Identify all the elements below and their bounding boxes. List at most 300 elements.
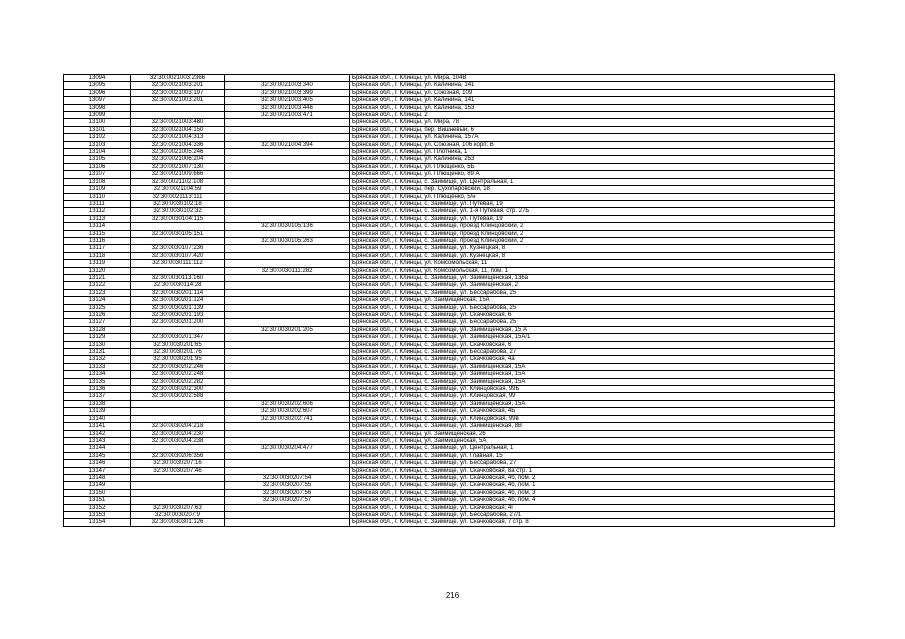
table-row: [64, 156, 835, 163]
cadastral-number-cell: 32:30:0030201:95: [131, 356, 225, 363]
table-row: [64, 467, 835, 474]
cadastral-number-cell: 32:30:0030204:238: [131, 437, 225, 444]
related-cadastral-number-cell: [225, 75, 350, 82]
row-number-cell: 13132: [64, 356, 131, 363]
address-cell: Брянская обл., г. Клинцы, ул. Займищенская, 26: [350, 430, 835, 437]
cadastral-number-cell: 32:30:0030202:248: [131, 371, 225, 378]
related-cadastral-number-cell: [225, 467, 350, 474]
row-number-cell: 13144: [64, 445, 131, 452]
row-number-cell: 13103: [64, 141, 131, 148]
table-row: [64, 178, 835, 185]
related-cadastral-number-cell: [225, 334, 350, 341]
address-cell: Брянская обл., г. Клинцы, с. Займище, ул. Скачковская, 6: [350, 312, 835, 319]
table-row: [64, 223, 835, 230]
cadastral-number-cell: 32:30:0030207:46: [131, 467, 225, 474]
address-cell: Брянская обл., г. Клинцы, с. Займище, ул. Бессарабова, 25: [350, 319, 835, 326]
cadastral-number-cell: [131, 112, 225, 119]
table-row: [64, 519, 835, 526]
row-number-cell: 13139: [64, 408, 131, 415]
related-cadastral-number-cell: [225, 260, 350, 267]
row-number-cell: 13127: [64, 319, 131, 326]
cadastral-number-cell: 32:30:0030207:16: [131, 460, 225, 467]
table-row: [64, 245, 835, 252]
related-cadastral-number-cell: 32:30:0030204:477: [225, 445, 350, 452]
address-cell: Брянская обл., г. Клинцы, с. Займище, ул. Путевая, 19: [350, 200, 835, 207]
row-number-cell: 13154: [64, 519, 131, 526]
row-number-cell: 13150: [64, 489, 131, 496]
related-cadastral-number-cell: [225, 386, 350, 393]
table-row: [64, 386, 835, 393]
cadastral-number-cell: 32:30:0021004:150: [131, 126, 225, 133]
cadastral-number-cell: [131, 408, 225, 415]
related-cadastral-number-cell: [225, 452, 350, 459]
address-cell: Брянская обл., г. Клинцы, ул. Плющенко, 5/н: [350, 193, 835, 200]
table-row: [64, 274, 835, 281]
related-cadastral-number-cell: 32:30:0021004:394: [225, 141, 350, 148]
address-cell: Брянская обл., г. Клинцы, ул. Займищенская, 5А: [350, 437, 835, 444]
row-number-cell: 13131: [64, 349, 131, 356]
table-row: [64, 312, 835, 319]
related-cadastral-number-cell: [225, 297, 350, 304]
table-row: [64, 415, 835, 422]
row-number-cell: 13133: [64, 363, 131, 370]
related-cadastral-number-cell: [225, 274, 350, 281]
cadastral-table: [63, 74, 835, 527]
address-cell: Брянская обл., г. Клинцы, с. Займище, ул. Займищенская, 15А: [350, 378, 835, 385]
address-cell: Брянская обл., г. Клинцы, с. Займище, ул. Клинцовская, 99Б: [350, 386, 835, 393]
cadastral-number-cell: 32:30:0030104:115: [131, 215, 225, 222]
related-cadastral-number-cell: [225, 200, 350, 207]
table-row: [64, 349, 835, 356]
cadastral-number-cell: 32:30:0021003:197: [131, 89, 225, 96]
related-cadastral-number-cell: 32:30:0030207:54: [225, 474, 350, 481]
row-number-cell: 13094: [64, 75, 131, 82]
row-number-cell: 13140: [64, 415, 131, 422]
address-cell: Брянская обл., г. Клинцы, с. Займище, проезд Клинцовский, 2: [350, 230, 835, 237]
cadastral-number-cell: [131, 415, 225, 422]
related-cadastral-number-cell: [225, 149, 350, 156]
cadastral-number-cell: 32:30:0030204:218: [131, 423, 225, 430]
row-number-cell: 13137: [64, 393, 131, 400]
row-number-cell: 13119: [64, 260, 131, 267]
cadastral-number-cell: 32:30:0021003:2366: [131, 75, 225, 82]
cadastral-number-cell: 32:30:0021003:201: [131, 97, 225, 104]
related-cadastral-number-cell: [225, 156, 350, 163]
address-cell: Брянская обл., г. Клинцы, с. Займище, ул. Займищенская, 15А: [350, 400, 835, 407]
related-cadastral-number-cell: [225, 171, 350, 178]
address-cell: Брянская обл., г. Клинцы, 2: [350, 112, 835, 119]
related-cadastral-number-cell: [225, 215, 350, 222]
table-row: [64, 378, 835, 385]
address-cell: Брянская обл., г. Клинцы, с. Займище, ул. Скачковская, 6: [350, 341, 835, 348]
address-cell: Брянская обл., г. Клинцы, с. Займище, ул. Займищенская, 136а: [350, 274, 835, 281]
address-cell: Брянская обл., г. Клинцы, ул. Калинина, 141: [350, 97, 835, 104]
table-row: [64, 297, 835, 304]
related-cadastral-number-cell: 32:30:0030105:136: [225, 223, 350, 230]
row-number-cell: 13116: [64, 237, 131, 244]
related-cadastral-number-cell: [225, 230, 350, 237]
cadastral-number-cell: [131, 474, 225, 481]
related-cadastral-number-cell: [225, 504, 350, 511]
related-cadastral-number-cell: [225, 430, 350, 437]
related-cadastral-number-cell: [225, 437, 350, 444]
row-number-cell: 13101: [64, 126, 131, 133]
related-cadastral-number-cell: [225, 193, 350, 200]
address-cell: Брянская обл., г. Клинцы, с. Займище, ул. Займищенская, 2: [350, 282, 835, 289]
address-cell: Брянская обл., г. Клинцы, с. Займище, ул. Центральная, 1: [350, 178, 835, 185]
address-cell: Брянская обл., г. Клинцы, с. Займище, ул. Займищенская, 15А: [350, 363, 835, 370]
cadastral-number-cell: 32:30:0030202:300: [131, 386, 225, 393]
row-number-cell: 13138: [64, 400, 131, 407]
address-cell: Брянская обл., г. Клинцы, с. Займище, ул. Займищенская, 8В: [350, 423, 835, 430]
cadastral-number-cell: 32:30:0030201:200: [131, 319, 225, 326]
address-cell: Брянская обл., г. Клинцы, с. Займище, ул. Главная, 15: [350, 452, 835, 459]
cadastral-number-cell: [131, 267, 225, 274]
row-number-cell: 13100: [64, 119, 131, 126]
row-number-cell: 13141: [64, 423, 131, 430]
cadastral-number-cell: 32:30:0030201:76: [131, 349, 225, 356]
row-number-cell: 13153: [64, 511, 131, 518]
row-number-cell: 13135: [64, 378, 131, 385]
table-row: [64, 497, 835, 504]
cadastral-number-cell: [131, 497, 225, 504]
address-cell: Брянская обл., г. Клинцы, ул. Комсомольская, 11, пом. 1: [350, 267, 835, 274]
table-row: [64, 112, 835, 119]
table-row: [64, 430, 835, 437]
row-number-cell: 13096: [64, 89, 131, 96]
cadastral-number-cell: 32:30:0030206:356: [131, 452, 225, 459]
row-number-cell: 13145: [64, 452, 131, 459]
cadastral-number-cell: 32:30:0021004:336: [131, 141, 225, 148]
row-number-cell: 13095: [64, 82, 131, 89]
table-row: [64, 82, 835, 89]
address-cell: Брянская обл., г. Клинцы, с. Займище, ул. Скачковская, 4б, пом. 3: [350, 489, 835, 496]
cadastral-number-cell: 32:30:0030113:160: [131, 274, 225, 281]
row-number-cell: 13097: [64, 97, 131, 104]
cadastral-number-cell: [131, 326, 225, 333]
table-row: [64, 400, 835, 407]
address-cell: Брянская обл., г. Клинцы, ул. Союзная, 109: [350, 89, 835, 96]
related-cadastral-number-cell: [225, 371, 350, 378]
table-row: [64, 200, 835, 207]
table-row: [64, 97, 835, 104]
row-number-cell: 13106: [64, 163, 131, 170]
row-number-cell: 13107: [64, 171, 131, 178]
related-cadastral-number-cell: 32:30:0030202:741: [225, 415, 350, 422]
table-row: [64, 104, 835, 111]
cadastral-number-cell: [131, 482, 225, 489]
cadastral-number-cell: [131, 489, 225, 496]
row-number-cell: 13129: [64, 334, 131, 341]
cadastral-number-cell: 32:30:0030102:32: [131, 208, 225, 215]
row-number-cell: 13099: [64, 112, 131, 119]
row-number-cell: 13125: [64, 304, 131, 311]
cadastral-number-cell: 32:30:0021006:204: [131, 156, 225, 163]
row-number-cell: 13134: [64, 371, 131, 378]
table-row: [64, 423, 835, 430]
table-row: [64, 460, 835, 467]
cadastral-number-cell: 32:30:0030301:126: [131, 519, 225, 526]
address-cell: Брянская обл., г. Клинцы, с. Займище, ул. Бессарабова, 25: [350, 304, 835, 311]
table-row: [64, 452, 835, 459]
table-row: [64, 341, 835, 348]
cadastral-number-cell: [131, 104, 225, 111]
related-cadastral-number-cell: 32:30:0030111:282: [225, 267, 350, 274]
address-cell: Брянская обл., г. Клинцы, с. Займище, ул. Бессарабова, 27: [350, 349, 835, 356]
related-cadastral-number-cell: 32:30:0030202:607: [225, 408, 350, 415]
table-row: [64, 474, 835, 481]
cadastral-number-cell: 32:30:0021004:313: [131, 134, 225, 141]
cadastral-number-cell: 32:30:0021005:246: [131, 149, 225, 156]
related-cadastral-number-cell: 32:30:0030201:205: [225, 326, 350, 333]
table-row: [64, 319, 835, 326]
table-row: [64, 237, 835, 244]
cadastral-number-cell: 32:30:0021007:130: [131, 163, 225, 170]
related-cadastral-number-cell: [225, 178, 350, 185]
row-number-cell: 13115: [64, 230, 131, 237]
cadastral-number-cell: 32:30:0021009:666: [131, 171, 225, 178]
row-number-cell: 13120: [64, 267, 131, 274]
table-row: [64, 408, 835, 415]
row-number-cell: 13136: [64, 386, 131, 393]
related-cadastral-number-cell: 32:30:0021003:405: [225, 97, 350, 104]
related-cadastral-number-cell: 32:30:0030207:56: [225, 489, 350, 496]
address-cell: Брянская обл., г. Клинцы, с. Займище, ул. Путевая, 19: [350, 215, 835, 222]
table-row: [64, 489, 835, 496]
row-number-cell: 13118: [64, 252, 131, 259]
row-number-cell: 13147: [64, 467, 131, 474]
table-row: [64, 371, 835, 378]
table-row: [64, 334, 835, 341]
related-cadastral-number-cell: [225, 304, 350, 311]
table-body: [64, 75, 835, 527]
address-cell: Брянская обл., г. Клинцы, с. Займище, проезд Клинцовский, 2: [350, 237, 835, 244]
related-cadastral-number-cell: 32:30:0021003:399: [225, 89, 350, 96]
cadastral-number-cell: 32:30:0030201:114: [131, 289, 225, 296]
row-number-cell: 13121: [64, 274, 131, 281]
related-cadastral-number-cell: [225, 282, 350, 289]
address-cell: Брянская обл., г. Клинцы, с. Займище, ул. Скачковская, 4Б: [350, 408, 835, 415]
table-row: [64, 356, 835, 363]
cadastral-number-cell: 32:30:0030202:282: [131, 378, 225, 385]
table-row: [64, 363, 835, 370]
row-number-cell: 13113: [64, 215, 131, 222]
row-number-cell: 13126: [64, 312, 131, 319]
address-cell: Брянская обл., г. Клинцы, пер. Сухопаровский, 18: [350, 186, 835, 193]
address-cell: Брянская обл., г. Клинцы, ул. Калинина, 157А: [350, 134, 835, 141]
table-row: [64, 230, 835, 237]
address-cell: Брянская обл., г. Клинцы, с. Займище, ул. Скачковская, 4б, пом. 2: [350, 474, 835, 481]
row-number-cell: 13146: [64, 460, 131, 467]
related-cadastral-number-cell: 32:30:0021003:446: [225, 104, 350, 111]
table-row: [64, 267, 835, 274]
table-row: [64, 504, 835, 511]
table-row: [64, 326, 835, 333]
related-cadastral-number-cell: [225, 341, 350, 348]
address-cell: Брянская обл., г. Клинцы, ул. Комсомольская, 11: [350, 260, 835, 267]
cadastral-number-cell: 32:30:0030107:420: [131, 252, 225, 259]
address-cell: Брянская обл., г. Клинцы, с. Займище, ул. Кузнецкая, 8: [350, 252, 835, 259]
address-cell: Брянская обл., г. Клинцы, ул. Плющенко, 5Б: [350, 163, 835, 170]
address-cell: Брянская обл., г. Клинцы, с. Займище, ул. Клинцовская, 99в: [350, 415, 835, 422]
row-number-cell: 13152: [64, 504, 131, 511]
related-cadastral-number-cell: 32:30:0030105:263: [225, 237, 350, 244]
row-number-cell: 13123: [64, 289, 131, 296]
related-cadastral-number-cell: [225, 208, 350, 215]
related-cadastral-number-cell: [225, 349, 350, 356]
cadastral-number-cell: [131, 237, 225, 244]
cadastral-number-cell: [131, 445, 225, 452]
row-number-cell: 13149: [64, 482, 131, 489]
row-number-cell: 13105: [64, 156, 131, 163]
address-cell: Брянская обл., г. Клинцы, с. Займище, ул. Скачковская, 4б, пом. 4: [350, 497, 835, 504]
table-row: [64, 304, 835, 311]
row-number-cell: 13104: [64, 149, 131, 156]
address-cell: Брянская обл., г. Клинцы, с. Займище, ул. Клинцовская, 99: [350, 393, 835, 400]
table-row: [64, 215, 835, 222]
row-number-cell: 13130: [64, 341, 131, 348]
address-cell: Брянская обл., г. Клинцы, пер. Вишневый, 6: [350, 126, 835, 133]
row-number-cell: 13098: [64, 104, 131, 111]
address-cell: Брянская обл., г. Клинцы, ул. Союзная, 106 корп. В: [350, 141, 835, 148]
table-row: [64, 252, 835, 259]
cadastral-number-cell: 32:30:0030201:193: [131, 312, 225, 319]
address-cell: Брянская обл., г. Клинцы, с. Займище, проезд Клинцовский, 2: [350, 223, 835, 230]
related-cadastral-number-cell: [225, 163, 350, 170]
table-row: [64, 511, 835, 518]
table-row: [64, 75, 835, 82]
cadastral-number-cell: 32:30:0030105:151: [131, 230, 225, 237]
cadastral-number-cell: 32:30:0021003:201: [131, 82, 225, 89]
row-number-cell: 13110: [64, 193, 131, 200]
address-cell: Брянская обл., г. Клинцы, ул. Займищенская, 15А: [350, 297, 835, 304]
related-cadastral-number-cell: [225, 186, 350, 193]
cadastral-number-cell: 32:30:0030207:9: [131, 511, 225, 518]
row-number-cell: 13122: [64, 282, 131, 289]
related-cadastral-number-cell: [225, 289, 350, 296]
table-row: [64, 89, 835, 96]
cadastral-number-cell: 32:30:0030201:347: [131, 334, 225, 341]
row-number-cell: 13102: [64, 134, 131, 141]
related-cadastral-number-cell: [225, 511, 350, 518]
address-cell: Брянская обл., г. Клинцы, с. Займище, ул. Скачковская, 4а: [350, 356, 835, 363]
row-number-cell: 13112: [64, 208, 131, 215]
related-cadastral-number-cell: [225, 312, 350, 319]
related-cadastral-number-cell: [225, 319, 350, 326]
row-number-cell: 13114: [64, 223, 131, 230]
related-cadastral-number-cell: [225, 356, 350, 363]
address-cell: Брянская обл., г. Клинцы, ул. Мира, 78: [350, 119, 835, 126]
row-number-cell: 13108: [64, 178, 131, 185]
table-row: [64, 141, 835, 148]
table-row: [64, 126, 835, 133]
address-cell: Брянская обл., г. Клинцы, ул. Мира, 104В: [350, 75, 835, 82]
cadastral-number-cell: 32:30:0021113:111: [131, 193, 225, 200]
cadastral-number-cell: 32:30:0030111:112: [131, 260, 225, 267]
address-cell: Брянская обл., г. Клинцы, с. Займище, ул. Скачковская, 4б, пом. 1: [350, 482, 835, 489]
cadastral-number-cell: 32:30:0030202:246: [131, 363, 225, 370]
table-row: [64, 289, 835, 296]
table-row: [64, 260, 835, 267]
address-cell: Брянская обл., г. Клинцы, ул. Калинина, 153: [350, 104, 835, 111]
related-cadastral-number-cell: [225, 519, 350, 526]
table-row: [64, 171, 835, 178]
cadastral-number-cell: 32:30:0030102:18: [131, 200, 225, 207]
cadastral-number-cell: 32:30:0030202:588: [131, 393, 225, 400]
related-cadastral-number-cell: [225, 378, 350, 385]
row-number-cell: 13142: [64, 430, 131, 437]
cadastral-number-cell: [131, 223, 225, 230]
address-cell: Брянская обл., г. Клинцы, ул. Калинина, 141: [350, 82, 835, 89]
cadastral-number-cell: 32:30:0030201:124: [131, 297, 225, 304]
table-row: [64, 208, 835, 215]
table-row: [64, 119, 835, 126]
related-cadastral-number-cell: [225, 460, 350, 467]
table-row: [64, 163, 835, 170]
related-cadastral-number-cell: 32:30:0030207:55: [225, 482, 350, 489]
related-cadastral-number-cell: 32:30:0030207:57: [225, 497, 350, 504]
table-row: [64, 437, 835, 444]
related-cadastral-number-cell: [225, 423, 350, 430]
related-cadastral-number-cell: [225, 252, 350, 259]
related-cadastral-number-cell: [225, 363, 350, 370]
address-cell: Брянская обл., г. Клинцы, ул. Калинина, 253: [350, 156, 835, 163]
related-cadastral-number-cell: 32:30:0021003:471: [225, 112, 350, 119]
row-number-cell: 13143: [64, 437, 131, 444]
address-cell: Брянская обл., г. Клинцы, ул. Плотника, 1: [350, 149, 835, 156]
cadastral-number-cell: 32:30:0030107:236: [131, 245, 225, 252]
address-cell: Брянская обл., г. Клинцы, с. Займище, ул. Бессарабова, 25: [350, 289, 835, 296]
table-row: [64, 149, 835, 156]
related-cadastral-number-cell: 32:30:0030202:606: [225, 400, 350, 407]
address-cell: Брянская обл., г. Клинцы, с. Займище, ул. Скачковская, 7 стр. 8: [350, 519, 835, 526]
related-cadastral-number-cell: [225, 126, 350, 133]
row-number-cell: 13148: [64, 474, 131, 481]
row-number-cell: 13128: [64, 326, 131, 333]
related-cadastral-number-cell: [225, 119, 350, 126]
address-cell: Брянская обл., г. Клинцы, с. Займище, ул. Бессарабова, 27/1: [350, 511, 835, 518]
related-cadastral-number-cell: [225, 393, 350, 400]
address-cell: Брянская обл., г. Клинцы, с. Займище, ул. Займищенская, 15А: [350, 371, 835, 378]
row-number-cell: 13109: [64, 186, 131, 193]
page-number: 216: [445, 591, 460, 600]
cadastral-number-cell: [131, 400, 225, 407]
cadastral-number-cell: 32:30:0030204:230: [131, 430, 225, 437]
related-cadastral-number-cell: [225, 245, 350, 252]
related-cadastral-number-cell: [225, 134, 350, 141]
cadastral-number-cell: 32:30:0030207:63: [131, 504, 225, 511]
cadastral-number-cell: 32:30:0030201:139: [131, 304, 225, 311]
row-number-cell: 13151: [64, 497, 131, 504]
table-row: [64, 134, 835, 141]
address-cell: Брянская обл., г. Клинцы, с. Займище, ул. Скачковская, 8а стр. 1: [350, 467, 835, 474]
table-row: [64, 193, 835, 200]
address-cell: Брянская обл., г. Клинцы, ул. Плющенко, 89 А: [350, 171, 835, 178]
address-cell: Брянская обл., г. Клинцы, с. Займище, ул. Центральная, 1: [350, 445, 835, 452]
table-row: [64, 482, 835, 489]
cadastral-number-cell: 32:30:0021102:108: [131, 178, 225, 185]
cadastral-number-cell: 32:30:0021104:59: [131, 186, 225, 193]
address-cell: Брянская обл., г. Клинцы, с. Займище, ул. Скачковская, 4Г: [350, 504, 835, 511]
table-row: [64, 393, 835, 400]
address-cell: Брянская обл., г. Клинцы, с. Займище, ул. 1-я Путевая, стр. 27Б: [350, 208, 835, 215]
address-cell: Брянская обл., г. Клинцы, с. Займище, ул. Займищенская, 15А/1: [350, 334, 835, 341]
address-cell: Брянская обл., г. Клинцы, с. Займище, ул. Кузнецкая, 8: [350, 245, 835, 252]
row-number-cell: 13117: [64, 245, 131, 252]
related-cadastral-number-cell: 32:30:0021003:340: [225, 82, 350, 89]
cadastral-number-cell: 32:30:0030201:65: [131, 341, 225, 348]
row-number-cell: 13124: [64, 297, 131, 304]
